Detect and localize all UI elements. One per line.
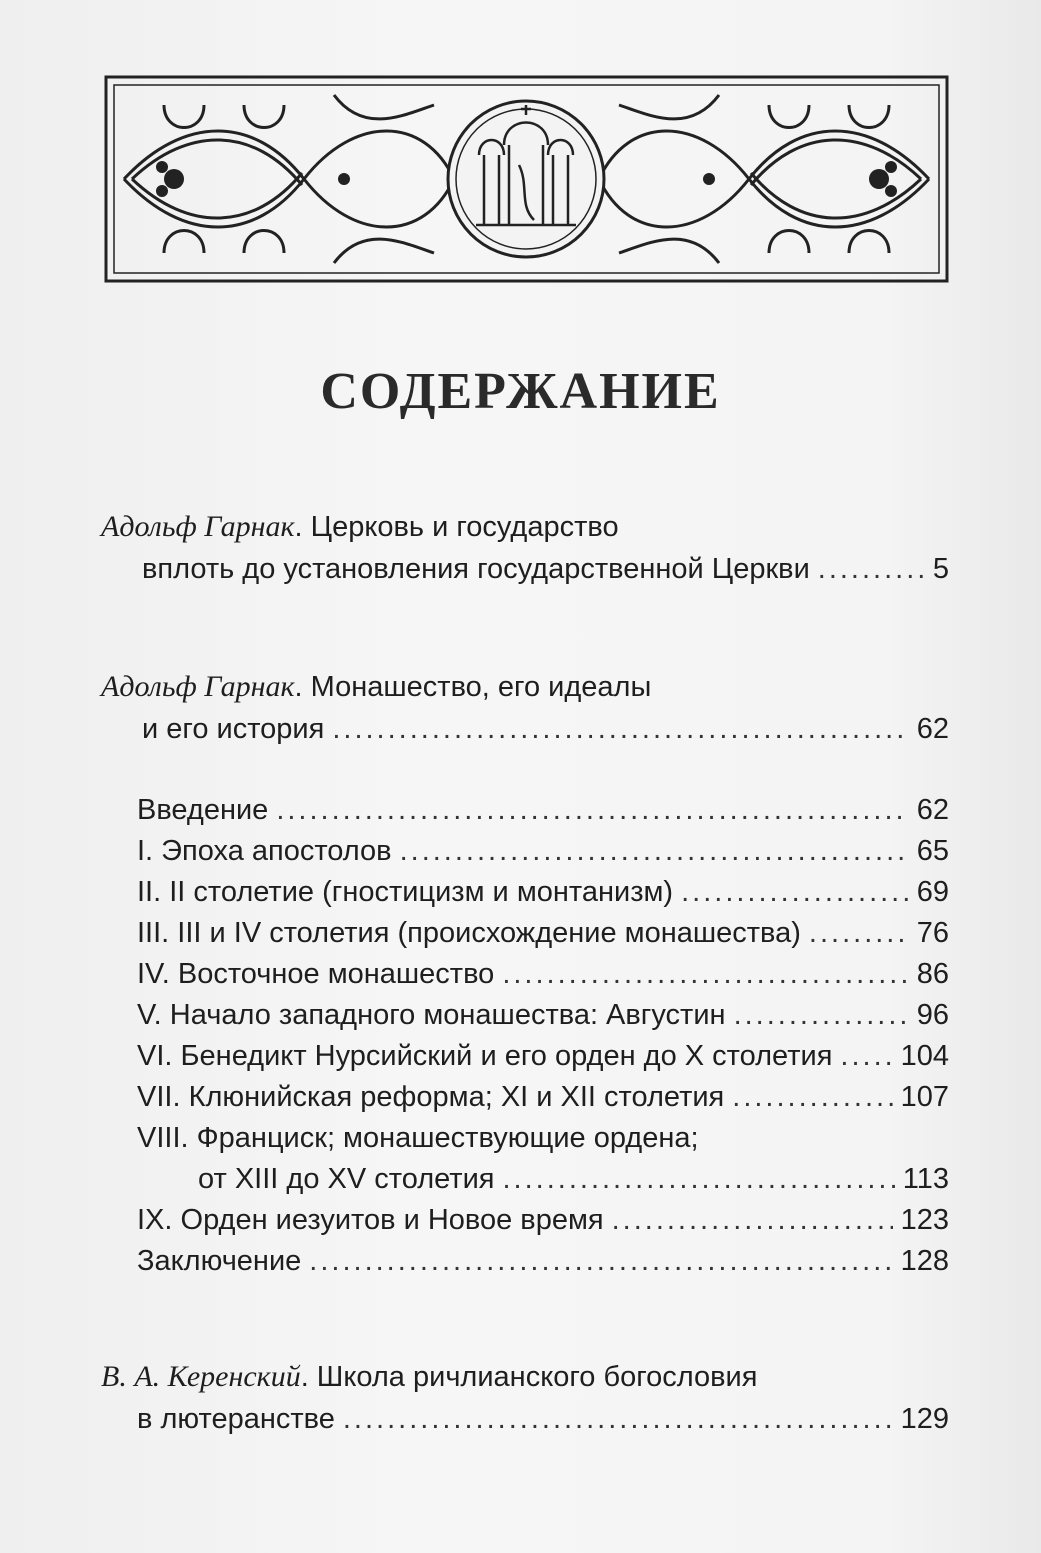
toc-entry xyxy=(137,998,949,1032)
entry-title: VIII. Франциск; монашествующие ордена; xyxy=(137,1122,699,1154)
dot-leader xyxy=(400,834,909,868)
dot-leader xyxy=(502,957,908,991)
toc-entry xyxy=(137,875,949,909)
toc-entry xyxy=(137,1203,949,1237)
page-number: 86 xyxy=(916,958,949,990)
entry-title: . Монашество, его идеалы xyxy=(294,671,652,703)
toc-entry xyxy=(137,1080,949,1114)
toc-entry xyxy=(137,1039,949,1073)
page-number: 107 xyxy=(900,1081,949,1113)
entry-title: от XIII до XV столетия xyxy=(198,1163,495,1195)
entry-author: Адольф Гарнак xyxy=(101,670,295,703)
page-number: 76 xyxy=(916,917,949,949)
dot-leader xyxy=(818,552,925,586)
page-number: 128 xyxy=(900,1245,949,1277)
dot-leader xyxy=(732,1080,892,1114)
toc-entry xyxy=(101,1360,757,1394)
toc-entry xyxy=(137,916,949,950)
entry-title: Введение xyxy=(137,794,269,826)
entry-title: IX. Орден иезуитов и Новое время xyxy=(137,1204,604,1236)
entry-title: IV. Восточное монашество xyxy=(137,958,495,990)
dot-leader xyxy=(612,1203,893,1237)
page-number: 104 xyxy=(900,1040,949,1072)
entry-title: . Школа ричлианского богословия xyxy=(300,1361,758,1393)
dot-leader xyxy=(332,712,908,746)
toc-entry xyxy=(137,834,949,868)
entry-title: и его история xyxy=(142,713,325,745)
toc-entry xyxy=(101,670,651,704)
toc-entry xyxy=(137,1121,699,1155)
page-number: 123 xyxy=(900,1204,949,1236)
entry-title: I. Эпоха апостолов xyxy=(137,835,392,867)
entry-title: V. Начало западного монашества: Августин xyxy=(137,999,726,1031)
dot-leader xyxy=(809,916,909,950)
page-number: 62 xyxy=(916,794,949,826)
page-number: 62 xyxy=(916,713,949,745)
dot-leader xyxy=(276,793,908,827)
dot-leader xyxy=(309,1244,892,1278)
toc-entry xyxy=(137,957,949,991)
dot-leader xyxy=(343,1402,893,1436)
toc-entry xyxy=(142,712,949,746)
entry-title: Заключение xyxy=(137,1245,302,1277)
dot-leader xyxy=(734,998,909,1032)
dot-leader xyxy=(502,1162,894,1196)
page-number: 69 xyxy=(916,876,949,908)
entry-title: VII. Клюнийская реформа; XI и XII столетия xyxy=(137,1081,725,1113)
page-number: 5 xyxy=(932,553,949,585)
page-number: 113 xyxy=(902,1163,949,1195)
entry-author: Адольф Гарнак xyxy=(101,510,295,543)
page-title: СОДЕРЖАНИЕ xyxy=(320,363,721,420)
dot-leader xyxy=(681,875,909,909)
toc-entry xyxy=(137,793,949,827)
entry-author: В. А. Керенский xyxy=(101,1360,301,1393)
entry-title: II. II столетие (гностицизм и монтанизм) xyxy=(137,876,674,908)
entry-title: VI. Бенедикт Нурсийский и его орден до X столетия xyxy=(137,1040,833,1072)
entry-title: в лютеранстве xyxy=(137,1403,335,1435)
page-number: 129 xyxy=(900,1403,949,1435)
toc-entry xyxy=(101,510,619,544)
toc-entry xyxy=(198,1162,949,1196)
toc-entry xyxy=(142,552,949,586)
toc-entry xyxy=(137,1402,949,1436)
entry-title: III. III и IV столетия (происхождение монашества) xyxy=(137,917,801,949)
dot-leader xyxy=(840,1039,892,1073)
entry-title: . Церковь и государство xyxy=(294,511,619,543)
page-number: 65 xyxy=(916,835,949,867)
entry-title: вплоть до установления государственной Церкви xyxy=(142,553,810,585)
toc-entry xyxy=(137,1244,949,1278)
page-number: 96 xyxy=(916,999,949,1031)
